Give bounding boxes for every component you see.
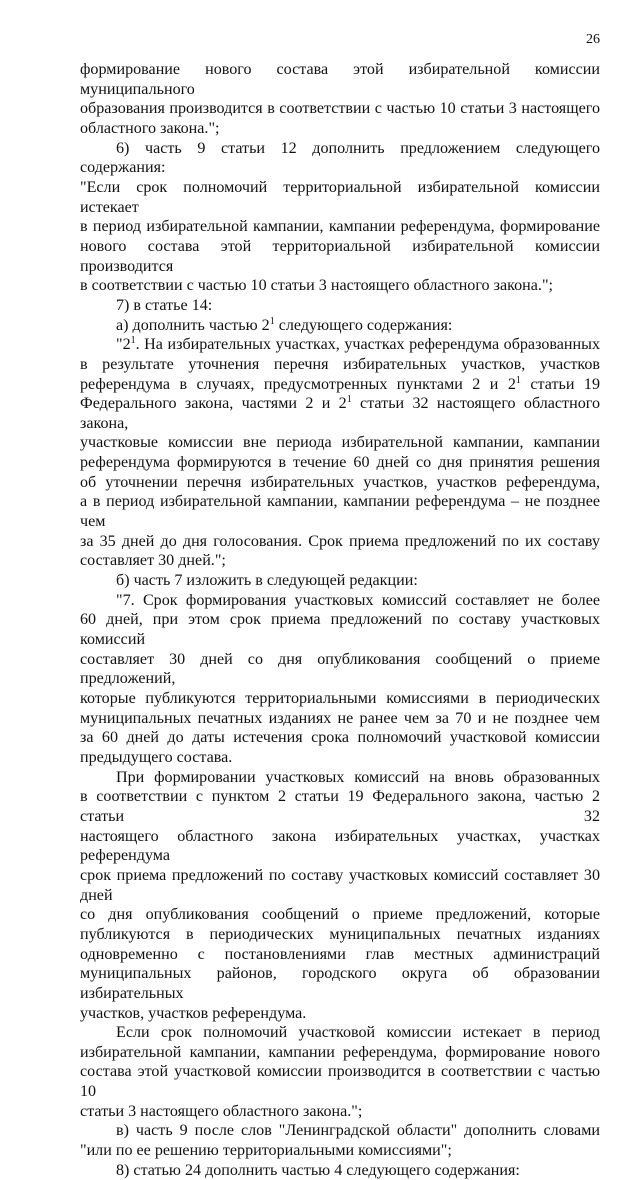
text-line [80, 1102, 600, 1122]
text-line-main: составляет 30 дней со дня опубликования сообщений о приеме предложений, [80, 650, 600, 688]
text-line-after: следующего содержания: [274, 316, 453, 334]
text-line-main: "или по ее решению территориальными комиссиями"; [80, 1142, 452, 1160]
text-line [80, 1161, 600, 1180]
text-line [80, 375, 600, 395]
text-line-main: статьи 3 настоящего областного закона."; [80, 1102, 363, 1120]
text-line-main: Если срок полномочий участковой комиссии истекает в период [116, 1024, 600, 1042]
text-line [80, 650, 600, 689]
text-line [80, 728, 600, 748]
text-line-main: б) часть 7 изложить в следующей редакции: [116, 572, 418, 590]
text-line-main: областного закона."; [80, 119, 220, 137]
text-line-main: настоящего областного закона избирательных участках, участках референдума [80, 827, 600, 865]
text-line [80, 925, 600, 945]
text-line-main: формирование нового состава этой избирательной комиссии муниципального [80, 61, 600, 98]
text-line [80, 905, 600, 925]
text-line-main: в период избирательной кампании, кампании референдума, формирование [80, 218, 600, 236]
text-line [80, 551, 600, 571]
text-line [80, 709, 600, 729]
text-line [80, 827, 600, 866]
text-line-main: 7) в статье 14: [116, 296, 213, 314]
text-line [80, 296, 600, 316]
text-line-after: статьи 32 настоящего областного закона, [80, 395, 600, 432]
text-line [80, 433, 600, 453]
text-line [80, 945, 600, 965]
text-line-main: "7. Срок формирования участковых комиссий составляет не более [116, 591, 600, 609]
text-line [80, 276, 600, 296]
text-line-main: в) часть 9 после слов "Ленинградской области" дополнить словами [116, 1122, 600, 1140]
text-line-main: которые публикуются территориальными комиссиями в периодических [80, 690, 600, 707]
text-line-main: за 60 дней до даты истечения срока полномочий участковой комиссии [80, 729, 600, 747]
text-line-main: референдума формируются в течение 60 дней со дня принятия решения [80, 454, 600, 472]
text-line [80, 787, 600, 826]
text-line [80, 335, 600, 355]
text-line-main: участковые комиссии вне периода избирательной кампании, кампании [80, 434, 600, 452]
text-line-main: 60 дней, при этом срок приема предложений по составу участковых комиссий [80, 611, 600, 649]
text-line-main: со дня опубликования сообщений о приеме предложений, которые [80, 906, 600, 924]
text-line [80, 355, 600, 375]
text-line [80, 316, 600, 336]
text-line [80, 964, 600, 1003]
text-line-main: избирательной кампании, кампании референдума, формирование нового [80, 1043, 600, 1061]
text-line-main: 8) статью 24 дополнить частью 4 следующего содержания: [116, 1161, 520, 1179]
text-line [80, 119, 600, 139]
superscript: 1 [269, 315, 275, 327]
text-line-main: "2 [116, 336, 131, 354]
text-line [80, 178, 600, 217]
page-number: 26 [586, 32, 600, 47]
text-line-main: об уточнении перечня избирательных участков, участков референдума, [80, 473, 600, 491]
text-line-after: . На избирательных участках, участках референдума образованных [135, 336, 600, 354]
superscript: 1 [515, 374, 521, 386]
text-line-after: статьи 19 [520, 375, 600, 393]
text-line-main: срок приема предложений по составу участковых комиссий составляет 30 дней [80, 866, 600, 904]
text-line [80, 748, 600, 768]
text-line-main: "Если срок полномочий территориальной избирательной комиссии истекает [80, 178, 600, 216]
text-line-main: в соответствии с пунктом 2 статьи 19 Федерального закона, частью 2 статьи 32 [80, 788, 600, 825]
text-line [80, 571, 600, 591]
text-line-main: нового состава этой территориальной избирательной комиссии производится [80, 237, 600, 275]
text-line-main: а) дополнить частью 2 [116, 316, 270, 334]
text-line [80, 591, 600, 611]
text-line-main: а в период избирательной кампании, кампании референдума – не позднее чем [80, 493, 600, 531]
text-line-main: состава этой участковой комиссии производится в соответствии с частью 10 [80, 1063, 600, 1101]
text-line [80, 866, 600, 905]
text-line-main: в результате уточнения перечня избирательных участков, участков [80, 355, 600, 373]
text-line-main: публикуются в периодических муниципальных печатных изданиях [80, 925, 600, 943]
text-line-main: участков, участков референдума. [80, 1004, 307, 1022]
text-line-main: предыдущего состава. [80, 748, 233, 766]
text-line-main: При формировании участковых комиссий на вновь образованных [116, 768, 600, 786]
text-line [80, 394, 600, 433]
text-line-main: одновременно с постановлениями глав местных администраций [80, 945, 600, 963]
text-line-main: в соответствии с частью 10 статьи 3 настоящего областного закона."; [80, 277, 553, 295]
text-line-main: референдума в случаях, предусмотренных пунктами 2 и 2 [80, 375, 516, 393]
text-line [80, 473, 600, 493]
text-line [80, 237, 600, 276]
text-line [80, 768, 600, 788]
text-line-main: муниципальных районов, городского округа об образовании избирательных [80, 965, 600, 1002]
text-line-main: образования производится в соответствии с частью 10 статьи 3 настоящего [80, 100, 600, 118]
text-line [80, 453, 600, 473]
text-line-main: муниципальных печатных изданиях не ранее чем за 70 и не позднее чем [80, 709, 600, 727]
text-line [80, 492, 600, 531]
text-line [80, 532, 600, 552]
text-line-main: 6) часть 9 статьи 12 дополнить предложением следующего содержания: [80, 139, 600, 177]
superscript: 1 [130, 335, 136, 347]
text-line [80, 1004, 600, 1024]
text-line-main: составляет 30 дней."; [80, 552, 226, 570]
text-line [80, 689, 600, 709]
text-line [80, 60, 600, 99]
text-line [80, 99, 600, 119]
text-line [80, 1062, 600, 1101]
document-body [80, 60, 600, 1180]
text-line [80, 217, 600, 237]
text-line-main: за 35 дней до дня голосования. Срок приема предложений по их составу [80, 532, 600, 550]
text-line [80, 610, 600, 649]
text-line [80, 1141, 600, 1161]
text-line [80, 1121, 600, 1141]
text-line [80, 1043, 600, 1063]
text-line [80, 1023, 600, 1043]
text-line-main: Федерального закона, частями 2 и 2 [80, 395, 347, 413]
superscript: 1 [346, 394, 352, 406]
text-line [80, 139, 600, 178]
